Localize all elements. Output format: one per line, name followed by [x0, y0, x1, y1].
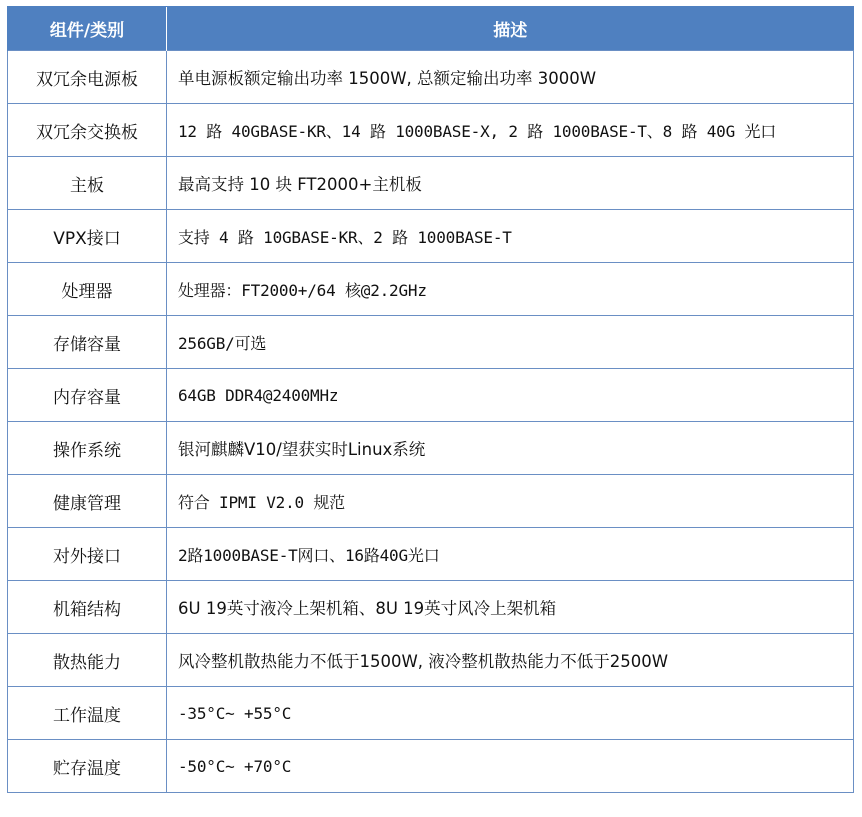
table-row — [8, 263, 854, 316]
header-component: 组件/类别 — [8, 7, 167, 51]
table-row — [8, 475, 854, 528]
row-name: 双冗余电源板 — [8, 51, 167, 104]
row-name: 健康管理 — [8, 475, 167, 528]
row-description: 风冷整机散热能力不低于1500W, 液冷整机散热能力不低于2500W — [167, 634, 854, 687]
table-row — [8, 687, 854, 740]
row-description: 银河麒麟V10/望获实时Linux系统 — [167, 422, 854, 475]
row-name: 内存容量 — [8, 369, 167, 422]
spec-table — [7, 6, 854, 793]
table-row — [8, 634, 854, 687]
row-description: 最高支持 10 块 FT2000+主机板 — [167, 157, 854, 210]
row-description: 12 路 40GBASE-KR、14 路 1000BASE-X, 2 路 1000BASE-T、8 路 40G 光口 — [167, 104, 854, 157]
header-description: 描述 — [167, 7, 854, 51]
row-name: 双冗余交换板 — [8, 104, 167, 157]
row-description: 支持 4 路 10GBASE-KR、2 路 1000BASE-T — [167, 210, 854, 263]
row-name: 处理器 — [8, 263, 167, 316]
row-name: 主板 — [8, 157, 167, 210]
table-row — [8, 316, 854, 369]
table-row — [8, 210, 854, 263]
table-body — [8, 51, 854, 793]
table-row — [8, 369, 854, 422]
row-name: 贮存温度 — [8, 740, 167, 793]
row-name: 操作系统 — [8, 422, 167, 475]
table-row — [8, 104, 854, 157]
table-row — [8, 422, 854, 475]
row-description: 单电源板额定输出功率 1500W, 总额定输出功率 3000W — [167, 51, 854, 104]
row-description: 64GB DDR4@2400MHz — [167, 369, 854, 422]
row-description: 符合 IPMI V2.0 规范 — [167, 475, 854, 528]
table-row — [8, 740, 854, 793]
row-name: VPX接口 — [8, 210, 167, 263]
row-name: 机箱结构 — [8, 581, 167, 634]
row-description: 2路1000BASE-T网口、16路40G光口 — [167, 528, 854, 581]
table-row — [8, 581, 854, 634]
row-description: -35°C~ +55°C — [167, 687, 854, 740]
row-name: 散热能力 — [8, 634, 167, 687]
row-name: 对外接口 — [8, 528, 167, 581]
row-description: 处理器：FT2000+/64 核@2.2GHz — [167, 263, 854, 316]
header-row — [8, 7, 854, 51]
row-name: 工作温度 — [8, 687, 167, 740]
table-row — [8, 51, 854, 104]
row-description: 6U 19英寸液冷上架机箱、8U 19英寸风冷上架机箱 — [167, 581, 854, 634]
row-description: -50°C~ +70°C — [167, 740, 854, 793]
row-description: 256GB/可选 — [167, 316, 854, 369]
table-header — [8, 7, 854, 51]
table-row — [8, 528, 854, 581]
row-name: 存储容量 — [8, 316, 167, 369]
table-row — [8, 157, 854, 210]
